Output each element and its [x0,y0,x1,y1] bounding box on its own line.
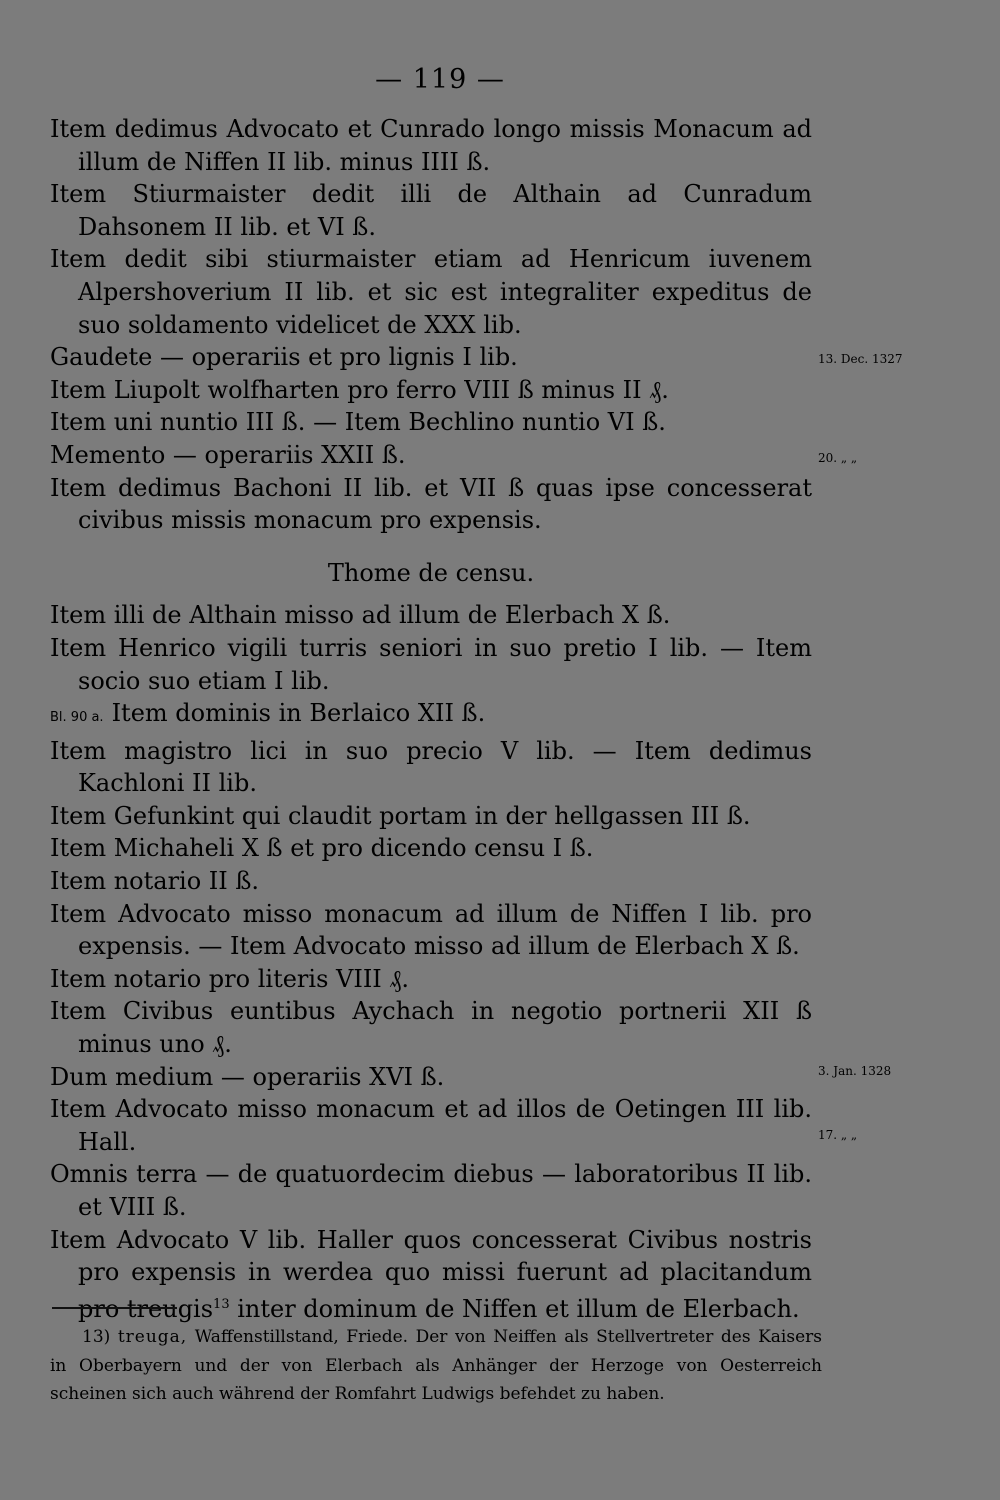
footnote [50,1323,822,1409]
footnote-term: treuga, [117,1327,188,1347]
entry-20: Item Advocato misso monacum et ad illos de Oetingen III lib. Hall. [50,1095,812,1156]
account-entries [50,113,812,1325]
entry-4: Gaudete — operariis et pro lignis I lib. [50,343,518,372]
margin-date-20-dec: 20. „ „ [818,451,858,465]
entry-14: Item Michaheli X ß et pro dicendo censu I ß. [50,834,594,863]
entry-7: Memento — operariis XXII ß. [50,440,406,469]
entry-13: Item Gefunkint qui claudit portam in der hellgassen III ß. [50,801,751,830]
entry-16: Item Advocato misso monacum ad illum de Niffen I lib. pro expensis. — Item Advocato misso ad illum de Elerbach X ß. [50,899,812,961]
entry-22-text: Item Advocato V lib. Haller quos concesserat Civibus nostris pro expensis in werdea quo missi fuerunt ad placitandum pro treugis [50,1225,812,1323]
entry-1: Item dedimus Advocato et Cunrado longo missis Monacum ad illum de Niffen II lib. minus IIII ß. [50,115,812,176]
entry-8: Item dedimus Bachoni II lib. et VII ß quas ipse concesserat civibus missis monacum pro expensis. [50,473,812,535]
margin-date-3-jan: 3. Jan. 1328 [818,1064,892,1078]
entry-18: Item Civibus euntibus Aychach in negotio portnerii XII ß minus uno ₰. [50,997,812,1059]
entry-12: Item magistro lici in suo precio V lib. — Item dedimus Kachloni II lib. [50,736,812,798]
entry-10: Item Henrico vigili turris seniori in suo pretio I lib. — Item socio suo etiam I lib. [50,633,812,695]
section-heading: Thome de censu. [327,558,535,587]
entry-3: Item dedit sibi stiurmaister etiam ad Henricum iuvenem Alpershoverium II lib. et sic est integraliter expeditus de suo soldamento videlicet de XXX lib. [50,245,812,339]
entry-5: Item Liupolt wolfharten pro ferro VIII ß minus II ₰. [50,375,669,404]
folio-marker: Bl. 90 a. [50,710,104,726]
entry-22-text-end: inter dominum de Niffen et illum de Elerbach. [229,1294,800,1323]
entry-11-text: Item dominis in Berlaico XII ß. [111,699,486,728]
margin-date-17-jan: 17. „ „ [818,1128,858,1142]
page-number: — 119 — [375,64,505,95]
entry-21: Omnis terra — de quatuordecim diebus — laboratoribus II lib. et VIII ß. [50,1160,812,1221]
margin-date-13-dec: 13. Dec. 1327 [818,352,903,366]
entry-2: Item Stiurmaister dedit illi de Althain ad Cunradum Dahsonem II lib. et VI ß. [50,180,812,241]
footnote-number: 13) [82,1327,111,1347]
footnote-ref: 13 [213,1296,230,1312]
entry-19: Dum medium — operariis XVI ß. [50,1062,445,1091]
entry-9: Item illi de Althain misso ad illum de Elerbach X ß. [50,601,671,630]
entry-11 [50,697,812,735]
entry-6: Item uni nuntio III ß. — Item Bechlino nuntio VI ß. [50,408,666,437]
entry-17: Item notario pro literis VIII ₰. [50,964,410,993]
entry-15: Item notario II ß. [50,867,260,896]
entry-22 [50,1224,812,1326]
footnote-text: Waffenstillstand, Friede. Der von Neiffen als Stellvertreter des Kaisers in Oberbayern und der von Elerbach als Anhänger der Herzoge von Oesterreich scheinen sich auch während der Romfahrt Ludwigs befehdet zu haben. [50,1327,823,1404]
footnote-divider [52,1307,177,1309]
